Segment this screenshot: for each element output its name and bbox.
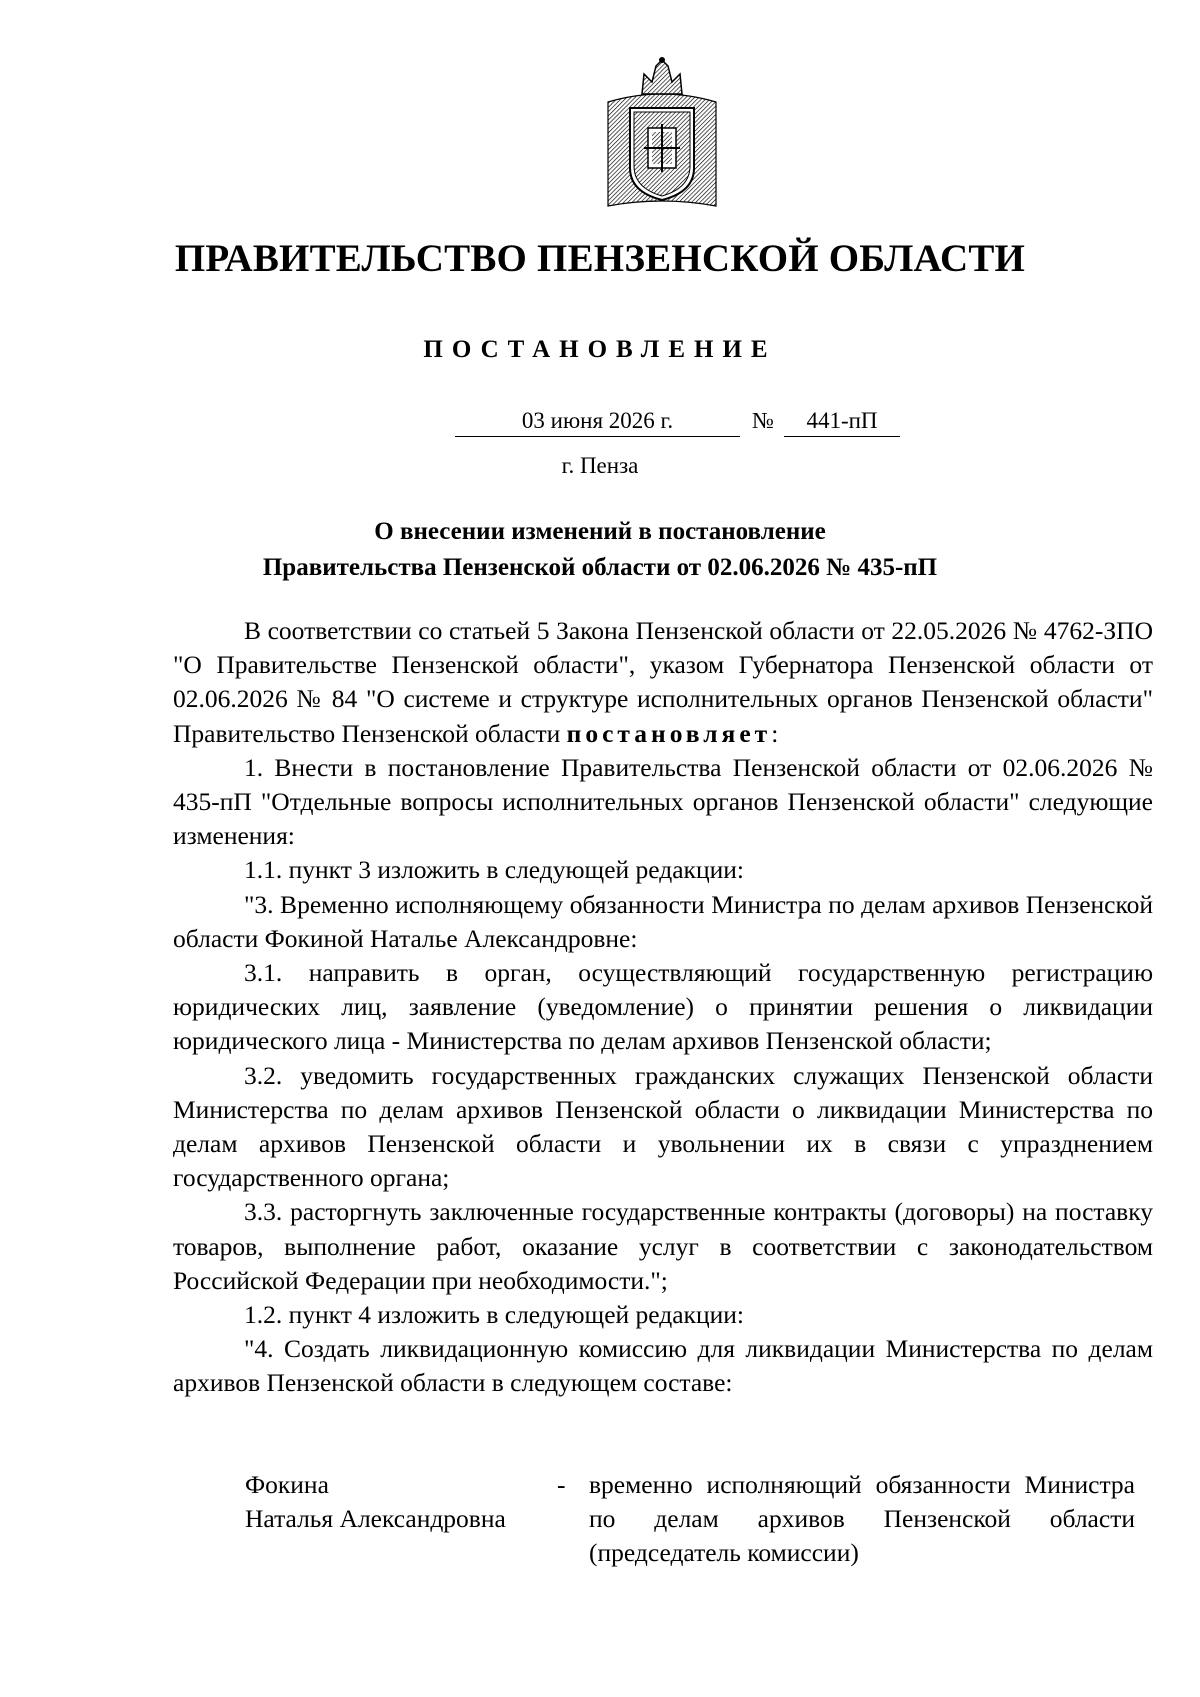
member-role: временно исполняющий обязанности Министра по делам архивов Пензенской области (председатель комиссии) (589, 1470, 1135, 1568)
preamble-text: В соответствии со статьей 5 Закона Пензенской области от 22.05.2026 № 4762-ЗПО "О Правительстве Пензенской области", указом Губернатора Пензенской области от 02.06.2026 № 84 "О системе и структуре исполнительных органов Пензенской области" Правительство Пензенской области (173, 616, 1153, 748)
paragraph-1: 1. Внести в постановление Правительства Пензенской области от 02.06.2026 № 435-пП "Отдельные вопросы исполнительных органов Пензенской области" следующие изменения: (173, 752, 1153, 851)
member-name (245, 1468, 575, 1536)
paragraph-1-1: 1.1. пункт 3 изложить в следующей редакции: (244, 855, 744, 885)
member-dash: - (557, 1470, 566, 1499)
subject-line-1: О внесении изменений в постановление (374, 518, 826, 545)
document-city: г. Пенза (561, 453, 639, 478)
paragraph-3-1: 3.1. направить в орган, осуществляющий государственную регистрацию юридических лиц, заявление (уведомление) о принятии решения о ликвидации юридического лица - Министерства по делам архивов Пензенской области; (173, 958, 1153, 1056)
coat-of-arms-emblem-icon (604, 56, 720, 210)
document-type: ПОСТАНОВЛЕНИЕ (423, 336, 777, 363)
paragraph-1-2: 1.2. пункт 4 изложить в следующей редакции: (244, 1300, 744, 1330)
date-number-row (0, 408, 1200, 444)
paragraph-3-3: 3.3. расторгнуть заключенные государственные контракты (договоры) на поставку товаров, выполнение работ, оказание услуг в соответствии с законодательством Российской Федерации при необходимости."; (173, 1197, 1153, 1295)
document-date: 03 июня 2026 г. (455, 408, 740, 437)
subject-line-2: Правительства Пензенской области от 02.06.2026 № 435-пП (262, 554, 938, 581)
document-body (173, 614, 1153, 1401)
preamble-paragraph (173, 614, 1153, 751)
paragraph-4: "4. Создать ликвидационную комиссию для ликвидации Министерства по делам архивов Пензенской области в следующем составе: (173, 1334, 1153, 1398)
decree-word: постановляет (566, 718, 772, 748)
decree-colon: : (771, 718, 779, 748)
member-given-name: Наталья Александровна (245, 1504, 506, 1534)
paragraph-3: "3. Временно исполняющему обязанности Министра по делам архивов Пензенской области Фокиной Наталье Александровне: (173, 889, 1153, 953)
member-surname: Фокина (245, 1470, 329, 1499)
document-number: 441-пП (784, 408, 900, 437)
government-title: ПРАВИТЕЛЬСТВО ПЕНЗЕНСКОЙ ОБЛАСТИ (174, 237, 1026, 280)
document-subject (0, 514, 1200, 586)
number-sign: № (752, 408, 774, 433)
paragraph-3-2: 3.2. уведомить государственных гражданских служащих Пензенской области Министерства по делам архивов Пензенской области о ликвидации Министерства по делам архивов Пензенской области и увольнении их в связи с упразднением государственного органа; (173, 1060, 1153, 1193)
